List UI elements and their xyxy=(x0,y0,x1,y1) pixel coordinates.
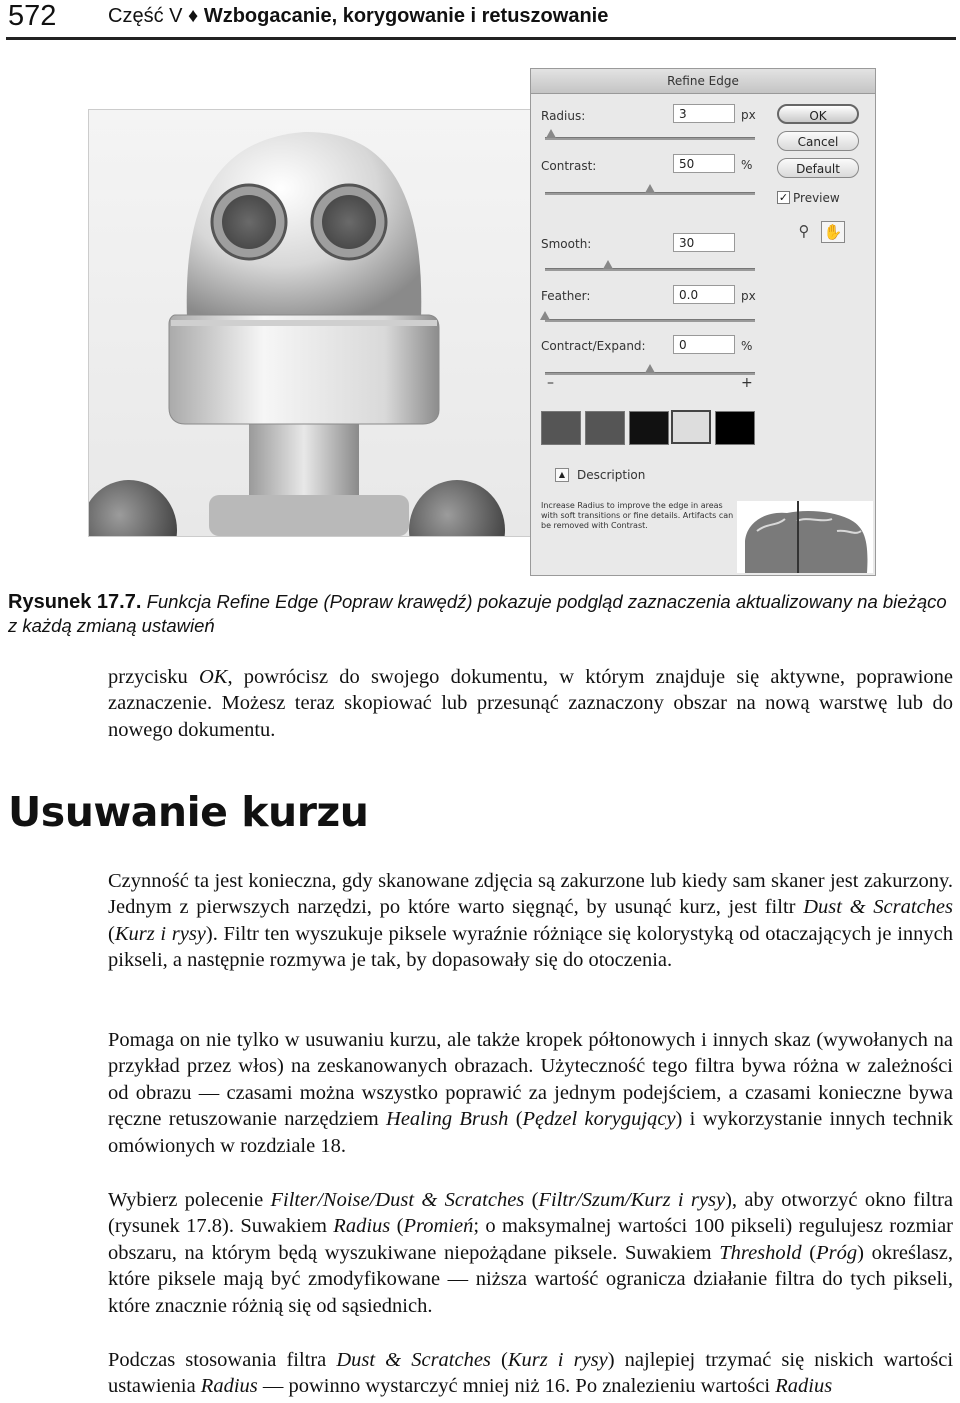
part-label: Część V xyxy=(108,5,183,27)
refine-edge-dialog xyxy=(530,68,876,576)
contrast-slider-thumb[interactable] xyxy=(645,184,655,193)
radius-field[interactable]: 3 xyxy=(673,104,735,123)
hand-icon[interactable]: ✋ xyxy=(821,221,845,243)
paragraph-2: Czynność ta jest konieczna, gdy skanowane zdjęcia są zakurzone lub kiedy sam skaner jest zakurzony. Jednym z pierwszych narzędzi, po które warto sięgnąć, by usunąć kurz, jest filtr Dust & Scratches (Kurz i rysy). Filtr ten wyszukuje piksele wyraźnie różniące się kolorystyką od otaczających je innych pikseli, a następnie rozmywa je tak, by dopasowały się do otoczenia. xyxy=(108,870,953,972)
dialog-titlebar xyxy=(531,69,875,94)
preview-checkbox[interactable]: ✓ xyxy=(778,191,789,204)
plus-icon: + xyxy=(741,375,753,391)
view-mode-on-white[interactable] xyxy=(671,410,711,444)
radius-unit: px xyxy=(741,108,756,122)
figure-caption xyxy=(8,590,953,637)
view-mode-quick-mask[interactable] xyxy=(585,411,625,445)
running-head-text xyxy=(108,5,608,28)
diamond-separator-icon: ♦ xyxy=(188,5,199,27)
feather-unit: px xyxy=(741,289,756,303)
contract-expand-label: Contract/Expand: xyxy=(541,339,646,353)
feather-label: Feather: xyxy=(541,289,591,303)
feather-field[interactable]: 0.0 xyxy=(673,285,735,304)
radius-slider-track[interactable] xyxy=(545,137,755,140)
page-number: 572 xyxy=(8,0,57,32)
view-mode-standard[interactable] xyxy=(541,411,581,445)
view-mode-mask[interactable] xyxy=(715,411,755,445)
contrast-field[interactable]: 50 xyxy=(673,154,735,173)
description-text: Increase Radius to improve the edge in areas with soft transitions or fine details. Artifacts can be removed with Contrast. xyxy=(541,501,734,530)
header-rule xyxy=(6,37,956,40)
description-preview-image xyxy=(737,501,873,573)
figure-caption-text: Funkcja Refine Edge (Popraw krawędź) pokazuje podgląd zaznaczenia aktualizowany na bieżąco z każdą zmianą ustawień xyxy=(8,591,947,636)
zoom-icon[interactable]: ⚲ xyxy=(798,222,810,240)
contract-expand-unit: % xyxy=(741,339,753,353)
default-button[interactable]: Default xyxy=(777,158,859,178)
view-mode-on-black[interactable] xyxy=(629,411,669,445)
paragraph-1: przycisku OK, powrócisz do swojego dokumentu, w którym znajduje się aktywne, poprawione zaznaczenie. Możesz teraz skopiować lub przesunąć zaznaczony obszar na nową warstwę lub do nowego dokumentu. xyxy=(108,666,954,741)
description-label: Description xyxy=(577,468,646,482)
paragraph-4: Wybierz polecenie Filter/Noise/Dust & Scratches (Filtr/Szum/Kurz i rysy), aby otworzyć okno filtra (rysunek 17.8). Suwakiem Radius (Promień; o maksymalnej wartości 100 pikseli) regulujesz rozmiar obszaru, na którym będą wyszukiwane niepożądane piksele. Suwakiem Threshold (Próg) określasz, które piksele mają być zmodyfikowane — niższa wartość ogranicza działanie filtra do tych pikseli, które znacznie różnią się od sąsiednich. xyxy=(108,1189,954,1317)
feather-slider-thumb[interactable] xyxy=(540,311,550,320)
part-title: Wzbogacanie, korygowanie i retuszowanie xyxy=(203,5,609,27)
robot-photo xyxy=(88,109,536,537)
preview-label: Preview xyxy=(793,191,840,205)
feather-slider-track[interactable] xyxy=(545,319,755,322)
description-toggle-icon[interactable]: ▲ xyxy=(555,468,569,482)
section-heading: Usuwanie kurzu xyxy=(8,788,369,836)
smooth-label: Smooth: xyxy=(541,237,592,251)
paragraph-5: Podczas stosowania filtra Dust & Scratches (Kurz i rysy) najlepiej trzymać się niskich wartości ustawienia Radius — powinno wystarczyć mniej niż 16. Po znalezieniu wartości Radius xyxy=(108,1349,954,1398)
smooth-slider-track[interactable] xyxy=(545,268,755,271)
ok-button[interactable]: OK xyxy=(777,104,859,124)
contract-expand-slider-thumb[interactable] xyxy=(645,364,655,373)
smooth-slider-thumb[interactable] xyxy=(603,260,613,269)
minus-icon: – xyxy=(547,375,554,391)
cancel-button[interactable]: Cancel xyxy=(777,131,859,151)
contrast-label: Contrast: xyxy=(541,159,597,173)
paragraph-3: Pomaga on nie tylko w usuwaniu kurzu, ale także kropek półtonowych i innych skaz (wywołanych na przykład przez włos) na zeskanowanych obrazach. Użyteczność tego filtra bywa różna w zależności od obrazu — czasami można wszystko poprawić za jednym podejściem, a czasami konieczne bywa ręczne retuszowanie narzędziem Healing Brush (Pędzel korygujący) i wykorzystanie innych technik omówionych w rozdziale 18. xyxy=(108,1029,953,1157)
smooth-field[interactable]: 30 xyxy=(673,233,735,252)
radius-label: Radius: xyxy=(541,109,586,123)
figure-number: Rysunek 17.7. xyxy=(8,591,142,613)
running-header xyxy=(0,0,960,40)
contract-expand-field[interactable]: 0 xyxy=(673,335,735,354)
dialog-title: Refine Edge xyxy=(667,74,739,88)
radius-slider-thumb[interactable] xyxy=(546,129,556,138)
contrast-unit: % xyxy=(741,158,753,172)
